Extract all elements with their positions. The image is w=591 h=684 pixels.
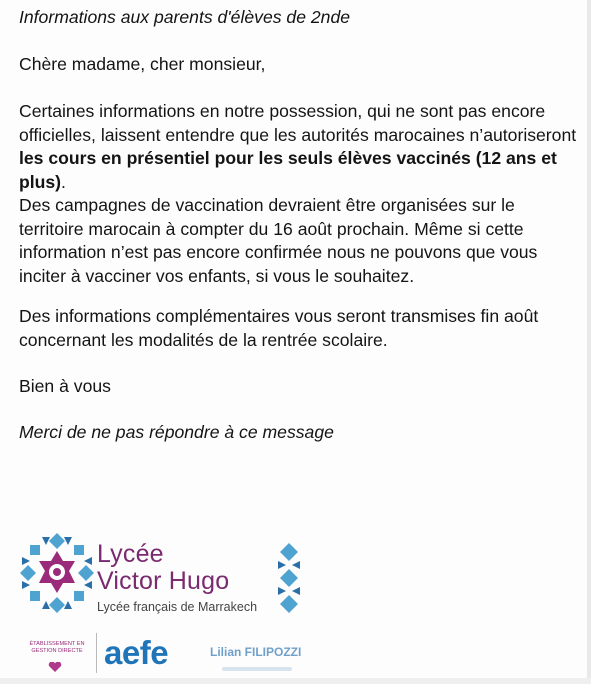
school-subtitle: Lycée français de Marrakech bbox=[97, 600, 258, 614]
paragraph-1-bold: les cours en présentiel pour les seuls élèves vaccinés (12 ans et plus) bbox=[19, 148, 557, 192]
school-name-line-2: Victor Hugo bbox=[97, 567, 230, 595]
mosaic-pattern-icon bbox=[274, 543, 304, 613]
etablissement-label: ÉTABLISSEMENT EN GESTION DIRECTE bbox=[29, 641, 85, 654]
paragraph-1 bbox=[19, 100, 579, 194]
greeting: Chère madame, cher monsieur, bbox=[19, 54, 266, 74]
signer-title-faded bbox=[222, 667, 292, 671]
paragraph-1-end: . bbox=[61, 171, 66, 192]
paragraph-1-text: Certaines informations en notre possession, qui ne sont pas encore officielles, laissent entendre que les autorités marocaines n’autoriseront bbox=[19, 101, 577, 145]
paragraph-3: Des informations complémentaires vous seront transmises fin août concernant les modalités de la rentrée scolaire. bbox=[19, 306, 539, 350]
school-logo-icon bbox=[20, 533, 94, 613]
email-subject: Informations aux parents d'élèves de 2nde bbox=[19, 7, 351, 27]
closing: Bien à vous bbox=[19, 376, 111, 396]
school-name-line-1: Lycée bbox=[97, 540, 164, 568]
paragraph-2: Des campagnes de vaccination devraient être organisées sur le territoire marocain à compter du 16 août prochain. Même si cette information n’est pas encore confirmée nous ne pouvons que vous inciter à vacciner vos enfants, si vous le souhaitez. bbox=[19, 195, 538, 286]
no-reply-notice: Merci de ne pas répondre à ce message bbox=[19, 422, 334, 442]
signature-divider bbox=[96, 633, 97, 673]
signer-name: Lilian FILIPOZZI bbox=[210, 645, 302, 659]
page-edge-bottom bbox=[0, 678, 591, 684]
aefe-logo: aefe bbox=[104, 634, 169, 671]
page-edge bbox=[587, 0, 591, 684]
heart-icon bbox=[48, 662, 62, 672]
